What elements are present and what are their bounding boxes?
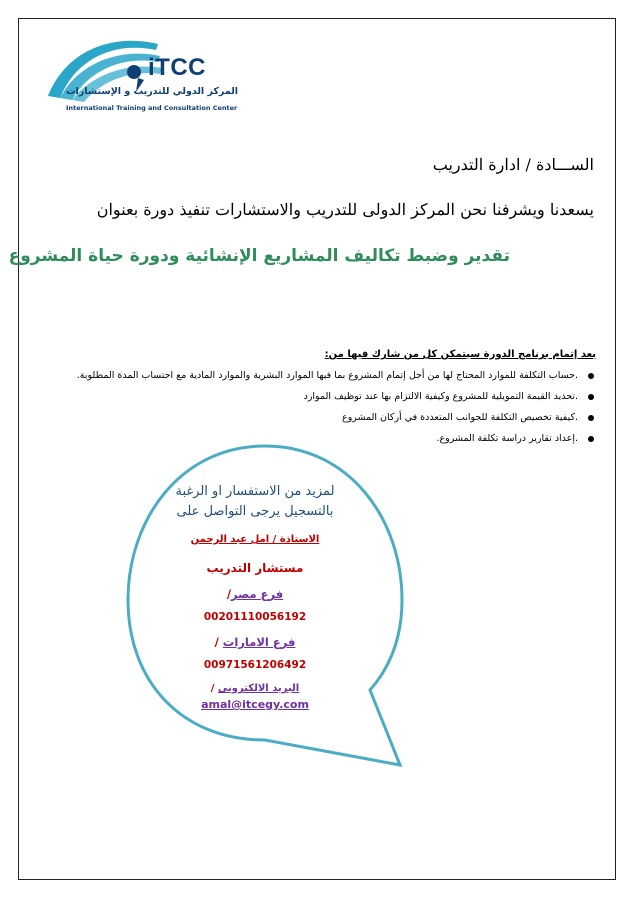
contact-headline-1: لمزيد من الاستفسار او الرغبة	[175, 484, 335, 499]
logo-english-name: International Training and Consultation Center	[66, 104, 238, 112]
intro-text: يسعدنا ويشرفنا نحن المركز الدولى للتدريب والاستشارات تنفيذ دورة بعنوان	[96, 200, 594, 219]
branch-uae-label: فرع الامارات	[222, 635, 296, 649]
email-label: البريد الالكترونى /	[210, 683, 300, 694]
phone-uae[interactable]: 00971561206492	[203, 659, 307, 671]
email-link[interactable]: amal@itcegy.com	[201, 698, 309, 711]
list-item: .تحديد القيمة التمويلية للمشروع وكيفية الالتزام بها عند توظيف الموارد	[77, 389, 596, 410]
goals-heading: بعد إتمام برنامج الدورة سيتمكن كل من شارك فيها من:	[324, 349, 596, 360]
contact-name: الاستاذة / امل عبد الرحمن	[190, 534, 320, 545]
contact-headline-2: بالتسجيل يرجى التواصل على	[176, 504, 334, 519]
logo-arabic-name: المركز الدولي للتدريب و الإستشارات	[66, 86, 239, 97]
list-item: .إعداد تقارير دراسة تكلفة المشروع.	[77, 431, 596, 452]
contact-role: مستشار التدريب	[206, 561, 304, 575]
list-item: .كيفية تخصيص التكلفة للجوانب المتعددة في أركان المشروع	[77, 410, 596, 431]
branch-uae: فرع الامارات /	[214, 635, 296, 649]
logo-brand: iTCC	[148, 54, 206, 81]
phone-egypt[interactable]: 00201110056192	[203, 611, 307, 623]
email-label-text: البريد الالكترونى	[217, 683, 300, 694]
branch-egypt: فرع مصر/	[226, 587, 284, 601]
course-title: تقدير وضبط تكاليف المشاريع الإنشائية ودورة حياة المشروع	[8, 246, 510, 266]
greeting: الســـادة / ادارة التدريب	[432, 155, 594, 174]
list-item: .حساب التكلفة للموارد المحتاج لها من أجل إتمام المشروع بما فيها الموارد البشرية والموارد المادية مع احتساب المدة المطلوبة.	[77, 368, 596, 389]
contact-box	[135, 482, 375, 711]
branch-egypt-label: فرع مصر	[231, 587, 284, 601]
